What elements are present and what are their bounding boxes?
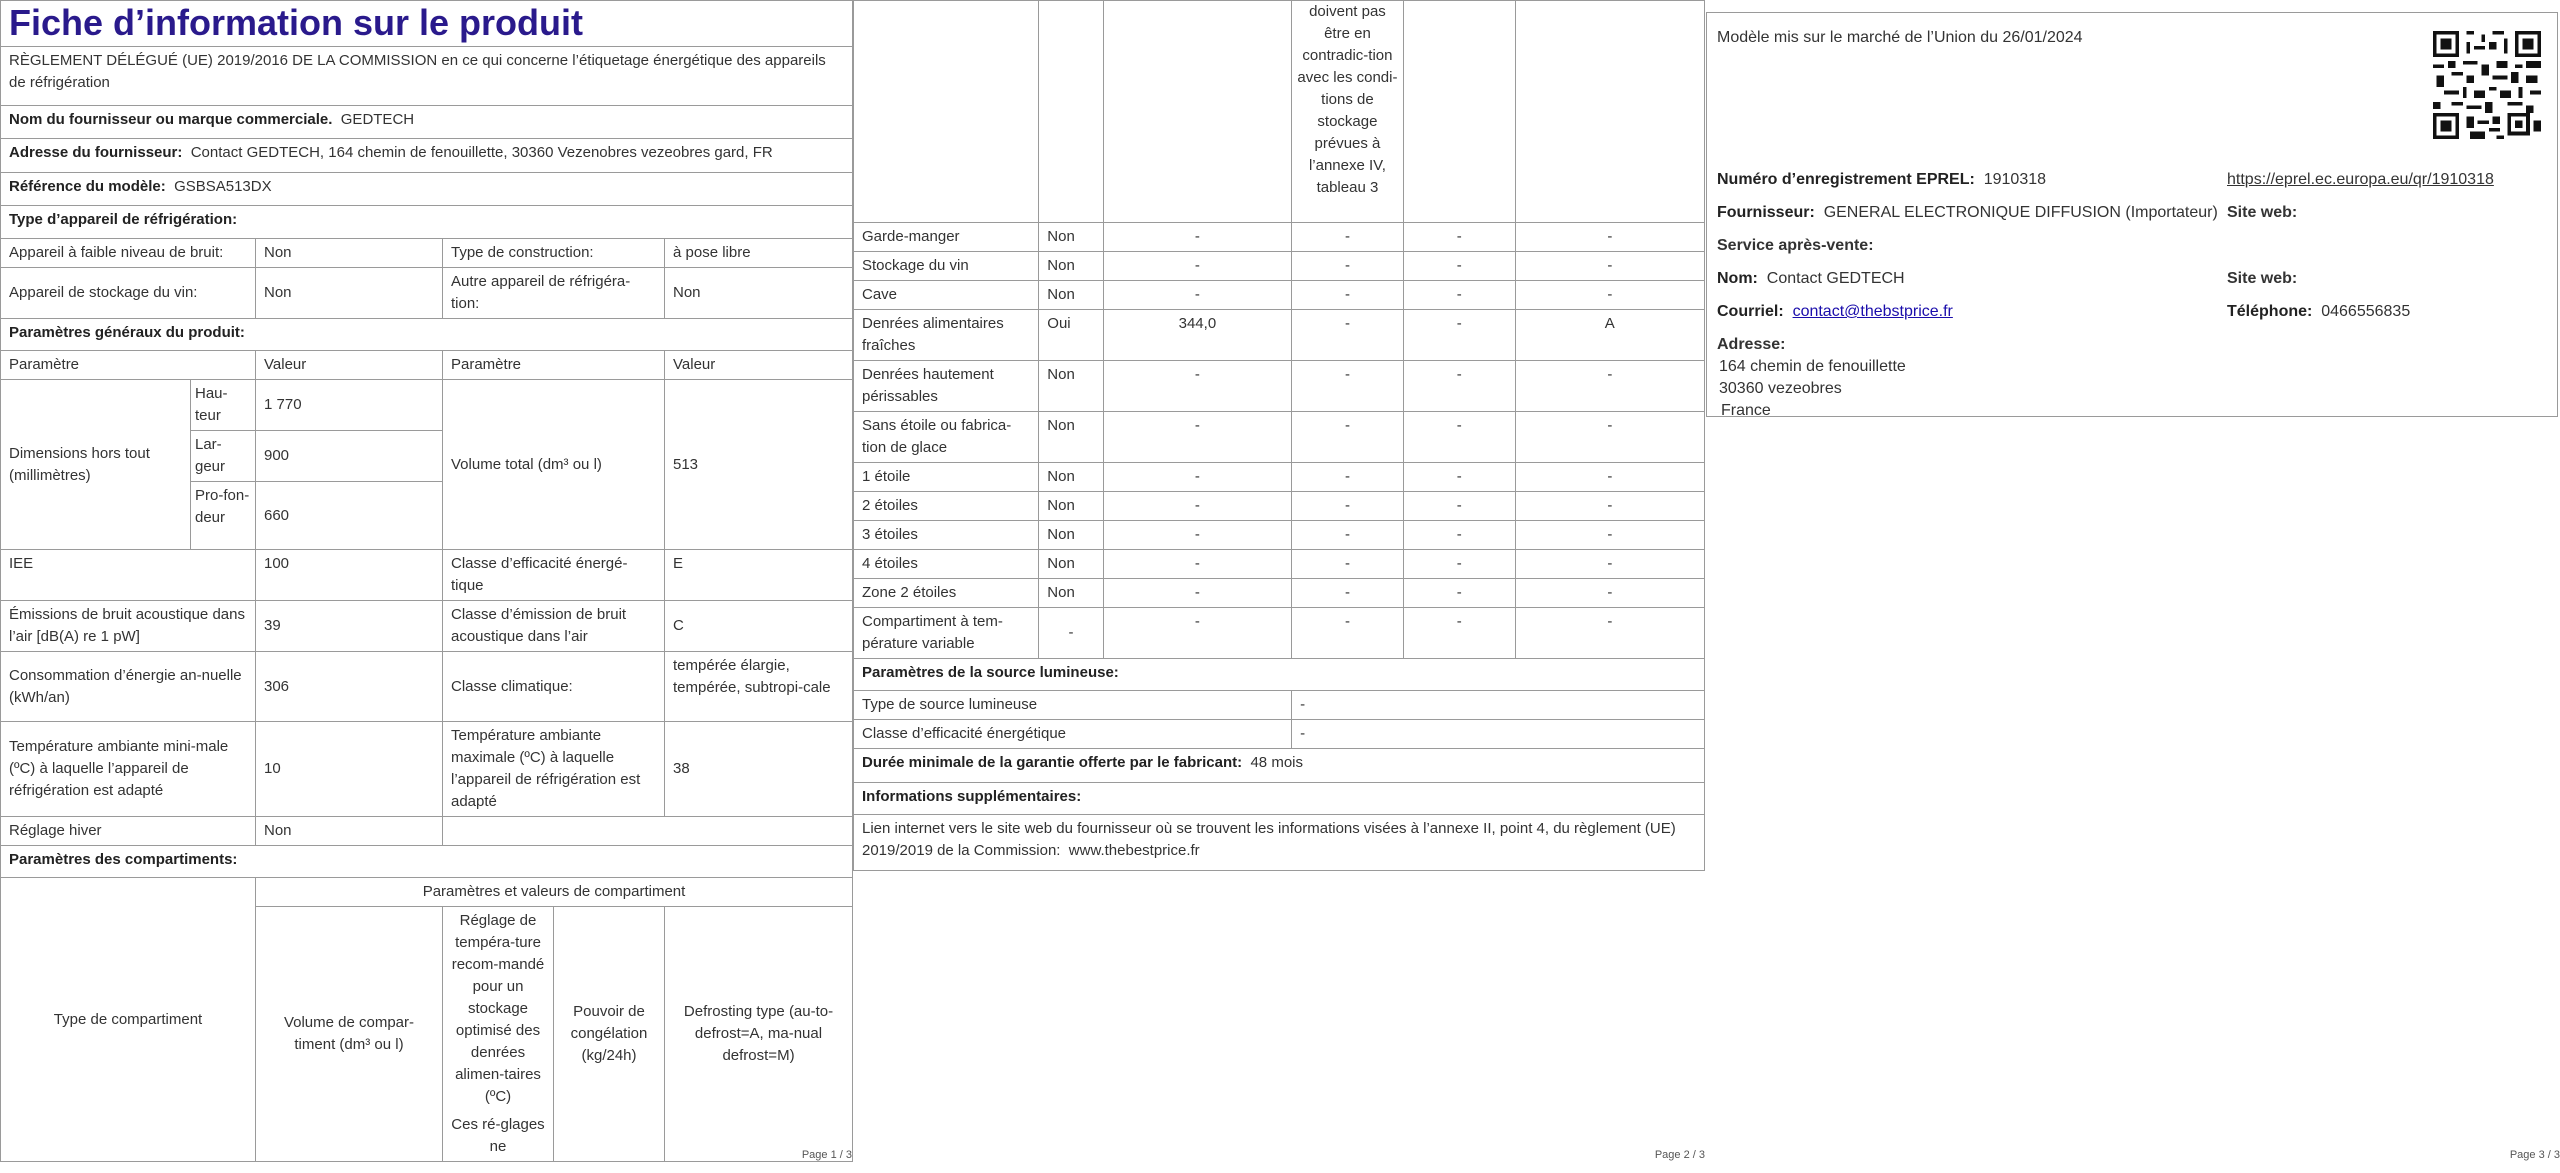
- compartment-defrost: -: [1515, 223, 1704, 252]
- climate-class-label: Classe climatique:: [443, 652, 665, 722]
- compartment-present: Non: [1039, 412, 1103, 463]
- light-class-label: Classe d’efficacité énergétique: [854, 720, 1292, 749]
- compartment-freeze: -: [1403, 608, 1515, 659]
- other-value: Non: [665, 268, 853, 319]
- table-row: [854, 361, 1705, 412]
- compartment-temp: -: [1292, 310, 1404, 361]
- annual-energy-label: Consommation d’énergie an-nuelle (kWh/an): [1, 652, 256, 722]
- wine-value: Non: [256, 268, 443, 319]
- compartment-defrost: A: [1515, 310, 1704, 361]
- eprel-label: Numéro d’enregistrement EPREL:: [1717, 171, 1975, 188]
- header-continuation: doivent pas être en contradic-tion avec les condi-tions de stockage prévues à l’annexe IV, tableau 3: [1292, 1, 1404, 223]
- website-label: Site web:: [2227, 204, 2298, 221]
- warranty-row: [854, 749, 1705, 783]
- compartment-freeze: -: [1403, 463, 1515, 492]
- compartment-defrost: -: [1515, 550, 1704, 579]
- energy-class-value: E: [665, 550, 853, 601]
- energy-class-label: Classe d’efficacité énergé-tique: [443, 550, 665, 601]
- supplier-name-row: [1, 106, 853, 139]
- compartment-volume: -: [1103, 223, 1291, 252]
- page-title: Fiche d’information sur le produit: [1, 1, 853, 47]
- compartment-volume: -: [1103, 252, 1291, 281]
- winter-label: Réglage hiver: [1, 817, 256, 846]
- table-row: [854, 412, 1705, 463]
- compartment-freeze: -: [1403, 252, 1515, 281]
- depth-label: Pro-fon-deur: [191, 482, 256, 550]
- comp-params-header: Paramètres et valeurs de compartiment: [256, 878, 853, 907]
- compartments-table: [853, 0, 1705, 871]
- email-row: [1717, 303, 1953, 321]
- page-2: [853, 0, 1705, 1173]
- empty-cell: [443, 817, 853, 846]
- comp-temp-note: Ces ré-glages ne: [451, 1116, 545, 1155]
- header-empty-2: [1039, 1, 1103, 223]
- compartment-volume: -: [1103, 579, 1291, 608]
- construction-value: à pose libre: [665, 239, 853, 268]
- compartment-freeze: -: [1403, 412, 1515, 463]
- table-row: [854, 281, 1705, 310]
- model-ref-row: [1, 173, 853, 206]
- min-temp-value: 10: [256, 722, 443, 817]
- warranty-value: 48 mois: [1250, 754, 1303, 771]
- comp-temp-label: Réglage de tempéra-ture recom-mandé pour un stockage optimisé des denrées alimen-taires (ºC): [451, 912, 545, 1105]
- warranty-label: Durée minimale de la garantie offerte par le fabricant:: [862, 754, 1243, 771]
- noise-class-label: Classe d’émission de bruit acoustique dans l’air: [443, 601, 665, 652]
- light-type-label: Type de source lumineuse: [854, 691, 1292, 720]
- noise-value: 39: [256, 601, 443, 652]
- page-footer: Page 2 / 3: [1654, 1149, 1705, 1161]
- page-3: [1706, 0, 2560, 1173]
- compartment-defrost: -: [1515, 361, 1704, 412]
- compartment-name: Sans étoile ou fabrica-tion de glace: [854, 412, 1039, 463]
- supplier-name-value: GEDTECH: [340, 111, 415, 128]
- compartment-volume: -: [1103, 521, 1291, 550]
- compartment-name: 1 étoile: [854, 463, 1039, 492]
- page-1: [0, 0, 852, 1173]
- compartment-defrost: -: [1515, 252, 1704, 281]
- product-info-table: [0, 0, 853, 1162]
- table-row: [854, 579, 1705, 608]
- header-empty-4: [1403, 1, 1515, 223]
- compartment-present: Non: [1039, 463, 1103, 492]
- header-empty-3: [1103, 1, 1291, 223]
- qr-code-icon[interactable]: [2433, 31, 2541, 139]
- supplier-label: Fournisseur:: [1717, 204, 1815, 221]
- compartment-freeze: -: [1403, 361, 1515, 412]
- eprel-value: 1910318: [1983, 171, 2047, 188]
- eei-value: 100: [256, 550, 443, 601]
- name-label: Nom:: [1717, 270, 1758, 287]
- annual-energy-value: 306: [256, 652, 443, 722]
- compartment-present: Non: [1039, 361, 1103, 412]
- compartment-volume: -: [1103, 550, 1291, 579]
- winter-value: Non: [256, 817, 443, 846]
- table-row: [854, 492, 1705, 521]
- table-row: [854, 223, 1705, 252]
- supplier-row: [1717, 204, 2218, 222]
- model-ref-value: GSBSA513DX: [174, 178, 272, 195]
- extra-info-text: Lien internet vers le site web du fournisseur où se trouvent les informations visées à l’annexe II, point 4, du règlement (UE) 2019/2019 de la Commission:: [862, 820, 1676, 859]
- compartment-name: 3 étoiles: [854, 521, 1039, 550]
- compartment-temp: -: [1292, 252, 1404, 281]
- table-row: [854, 521, 1705, 550]
- compartment-name: Denrées alimentaires fraîches: [854, 310, 1039, 361]
- compartment-freeze: -: [1403, 223, 1515, 252]
- compartment-defrost: -: [1515, 608, 1704, 659]
- light-source-heading: Paramètres de la source lumineuse:: [854, 659, 1705, 691]
- compartment-name: Denrées hautement périssables: [854, 361, 1039, 412]
- compartment-name: Stockage du vin: [854, 252, 1039, 281]
- compartment-present: Non: [1039, 550, 1103, 579]
- compartment-volume: -: [1103, 361, 1291, 412]
- address-line-3: France: [1721, 402, 1771, 419]
- compartment-present: Non: [1039, 281, 1103, 310]
- compartment-freeze: -: [1403, 310, 1515, 361]
- col-param-header-2: Paramètre: [443, 351, 665, 380]
- compartment-defrost: -: [1515, 463, 1704, 492]
- compartment-volume: -: [1103, 281, 1291, 310]
- comp-freeze-label: Pouvoir de congélation (kg/24h): [554, 907, 665, 1162]
- compartment-present: Non: [1039, 223, 1103, 252]
- website2-label: Site web:: [2227, 270, 2298, 287]
- compartment-present: -: [1039, 608, 1103, 659]
- supplier-value: GENERAL ELECTRONIQUE DIFFUSION (Importateur): [1823, 204, 2218, 221]
- regulation-text: RÈGLEMENT DÉLÉGUÉ (UE) 2019/2016 DE LA COMMISSION en ce qui concerne l’étiquetage énergétique des appareils de réfrigération: [1, 47, 853, 106]
- min-temp-label: Température ambiante mini-male (ºC) à laquelle l’appareil de réfrigération est adapté: [1, 722, 256, 817]
- width-value: 900: [256, 431, 443, 482]
- low-noise-label: Appareil à faible niveau de bruit:: [1, 239, 256, 268]
- climate-class-value: tempérée élargie, tempérée, subtropi-cale: [665, 652, 853, 722]
- noise-class-value: C: [665, 601, 853, 652]
- appliance-type-heading: Type d’appareil de réfrigération:: [1, 206, 853, 239]
- address-line-1: 164 chemin de fenouillette: [1719, 358, 1906, 375]
- phone-label: Téléphone:: [2227, 303, 2313, 320]
- compartment-present: Non: [1039, 252, 1103, 281]
- compartment-temp: -: [1292, 521, 1404, 550]
- compartment-volume: -: [1103, 412, 1291, 463]
- compartment-defrost: -: [1515, 579, 1704, 608]
- compartment-name: 2 étoiles: [854, 492, 1039, 521]
- compartment-volume: -: [1103, 608, 1291, 659]
- compartment-freeze: -: [1403, 492, 1515, 521]
- width-label: Lar-geur: [191, 431, 256, 482]
- compartment-defrost: -: [1515, 281, 1704, 310]
- supplier-name-label: Nom du fournisseur ou marque commerciale.: [9, 111, 333, 128]
- header-empty-5: [1515, 1, 1704, 223]
- table-row: [854, 310, 1705, 361]
- compartment-volume: 344,0: [1103, 310, 1291, 361]
- eprel-row: [1717, 171, 2046, 189]
- compartment-name: Compartiment à tem-pérature variable: [854, 608, 1039, 659]
- phone-row: [2227, 303, 2410, 321]
- light-type-value: -: [1292, 691, 1705, 720]
- compartment-params-heading: Paramètres des compartiments:: [1, 846, 853, 878]
- compartment-present: Oui: [1039, 310, 1103, 361]
- noise-label: Émissions de bruit acoustique dans l’air [dB(A) re 1 pW]: [1, 601, 256, 652]
- total-volume-value: 513: [665, 380, 853, 550]
- compartment-temp: -: [1292, 608, 1404, 659]
- compartment-defrost: -: [1515, 492, 1704, 521]
- comp-temp-cell: [443, 907, 554, 1162]
- compartment-temp: -: [1292, 550, 1404, 579]
- construction-label: Type de construction:: [443, 239, 665, 268]
- compartment-freeze: -: [1403, 550, 1515, 579]
- compartment-present: Non: [1039, 521, 1103, 550]
- address-line-2: 30360 vezeobres: [1719, 380, 1842, 397]
- height-label: Hau-teur: [191, 380, 256, 431]
- compartment-rows: [854, 223, 1705, 659]
- compartment-present: Non: [1039, 579, 1103, 608]
- compartment-temp: -: [1292, 492, 1404, 521]
- compartment-temp: -: [1292, 412, 1404, 463]
- market-date: Modèle mis sur le marché de l’Union du 26/01/2024: [1717, 29, 2083, 46]
- compartment-name: Cave: [854, 281, 1039, 310]
- compartment-present: Non: [1039, 492, 1103, 521]
- max-temp-label: Température ambiante maximale (ºC) à laquelle l’appareil de réfrigération est adapté: [443, 722, 665, 817]
- compartment-name: 4 étoiles: [854, 550, 1039, 579]
- compartment-name: Zone 2 étoiles: [854, 579, 1039, 608]
- general-params-heading: Paramètres généraux du produit:: [1, 319, 853, 351]
- eei-label: IEE: [1, 550, 256, 601]
- header-empty-1: [854, 1, 1039, 223]
- comp-defrost-label: Defrosting type (au-to-defrost=A, ma-nual defrost=M): [665, 907, 853, 1162]
- compartment-temp: -: [1292, 579, 1404, 608]
- address-label: Adresse:: [1717, 336, 1786, 353]
- compartment-temp: -: [1292, 463, 1404, 492]
- supplier-address-row: [1, 139, 853, 173]
- total-volume-label: Volume total (dm³ ou l): [443, 380, 665, 550]
- col-value-header: Valeur: [256, 351, 443, 380]
- compartment-volume: -: [1103, 463, 1291, 492]
- extra-info-heading: Informations supplémentaires:: [854, 783, 1705, 815]
- compartment-freeze: -: [1403, 281, 1515, 310]
- page-footer: Page 3 / 3: [2509, 1149, 2560, 1161]
- email-link[interactable]: contact@thebstprice.fr: [1792, 303, 1953, 320]
- compartment-temp: -: [1292, 281, 1404, 310]
- compartment-name: Garde-manger: [854, 223, 1039, 252]
- aftersales-label: Service après-vente:: [1717, 237, 1874, 254]
- col-value-header-2: Valeur: [665, 351, 853, 380]
- extra-info-row: [854, 815, 1705, 871]
- contact-box: [1706, 12, 2558, 417]
- dimensions-label: Dimensions hors tout (millimètres): [1, 380, 191, 550]
- model-ref-label: Référence du modèle:: [9, 178, 166, 195]
- comp-type-label: Type de compartiment: [1, 878, 256, 1162]
- compartment-temp: -: [1292, 361, 1404, 412]
- name-value: Contact GEDTECH: [1766, 270, 1905, 287]
- compartment-volume: -: [1103, 492, 1291, 521]
- supplier-address-value: Contact GEDTECH, 164 chemin de fenouillette, 30360 Vezenobres vezeobres gard, FR: [190, 144, 773, 161]
- supplier-address-label: Adresse du fournisseur:: [9, 144, 183, 161]
- email-label: Courriel:: [1717, 303, 1784, 320]
- light-class-value: -: [1292, 720, 1705, 749]
- compartment-defrost: -: [1515, 412, 1704, 463]
- compartment-freeze: -: [1403, 579, 1515, 608]
- wine-label: Appareil de stockage du vin:: [1, 268, 256, 319]
- page-footer: Page 1 / 3: [801, 1149, 852, 1161]
- table-row: [854, 608, 1705, 659]
- depth-value: 660: [256, 482, 443, 550]
- height-value: 1 770: [256, 380, 443, 431]
- comp-volume-label: Volume de compar-timent (dm³ ou l): [256, 907, 443, 1162]
- compartment-freeze: -: [1403, 521, 1515, 550]
- compartment-temp: -: [1292, 223, 1404, 252]
- name-row: [1717, 270, 1905, 288]
- other-label: Autre appareil de réfrigéra-tion:: [443, 268, 665, 319]
- low-noise-value: Non: [256, 239, 443, 268]
- col-param-header: Paramètre: [1, 351, 256, 380]
- phone-value: 0466556835: [2321, 303, 2411, 320]
- compartment-defrost: -: [1515, 521, 1704, 550]
- extra-info-url: www.thebestprice.fr: [1068, 842, 1200, 859]
- max-temp-value: 38: [665, 722, 853, 817]
- table-row: [854, 550, 1705, 579]
- eprel-link[interactable]: https://eprel.ec.europa.eu/qr/1910318: [2227, 171, 2494, 188]
- table-row: [854, 252, 1705, 281]
- table-row: [854, 463, 1705, 492]
